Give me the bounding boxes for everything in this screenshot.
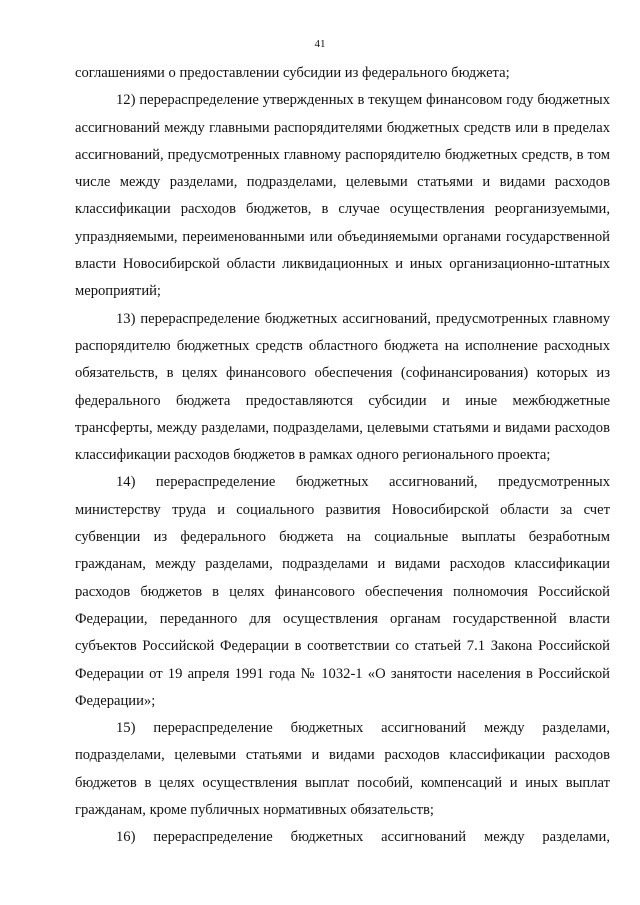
document-body bbox=[75, 60, 610, 852]
paragraph-item-15: 15) перераспределение бюджетных ассигнований между разделами, подразделами, целевыми статьями и видами расходов классификации расходов бюджетов в целях осуществления выплат пособий, компенсаций и иных выплат гражданам, кроме публичных нормативных обязательств; bbox=[75, 720, 610, 819]
paragraph-item-12: 12) перераспределение утвержденных в текущем финансовом году бюджетных ассигнований между главными распорядителями бюджетных средств или в пределах ассигнований, предусмотренных главному распорядителю бюджетных средств, в том числе между разделами, подразделами, целевыми статьями и видами расходов классификации расходов бюджетов, в случае осуществления реорганизуемыми, упраздняемыми, переименованными или объединяемыми органами государственной власти Новосибирской области ликвидационных и иных организационно-штатных мероприятий; bbox=[75, 92, 610, 300]
paragraph-item-16: 16) перераспределение бюджетных ассигнований между разделами, bbox=[116, 829, 610, 846]
paragraph-item-13: 13) перераспределение бюджетных ассигнований, предусмотренных главному распорядителю бюджетных средств областного бюджета на исполнение расходных обязательств, в целях финансового обеспечения (софинансирования) которых из федерального бюджета предоставляются субсидии и иные межбюджетные трансферты, между разделами, подразделами, целевыми статьями и видами расходов классификации расходов бюджетов в рамках одного регионального проекта; bbox=[75, 310, 610, 464]
page-number: 41 bbox=[314, 38, 326, 50]
paragraph-continuation: соглашениями о предоставлении субсидии из федерального бюджета; bbox=[75, 65, 510, 81]
paragraph-item-14: 14) перераспределение бюджетных ассигнований, предусмотренных министерству труда и социального развития Новосибирской области за счет субвенции из федерального бюджета на социальные выплаты безработным гражданам, между разделами, подразделами и видами расходов классификации расходов бюджетов в целях финансового обеспечения полномочия Российской Федерации, переданного для осуществления органам государственной власти субъектов Российской Федерации в соответствии со статьей 7.1 Закона Российской Федерации от 19 апреля 1991 года № 1032-1 «О занятости населения в Российской Федерации»; bbox=[75, 474, 610, 709]
